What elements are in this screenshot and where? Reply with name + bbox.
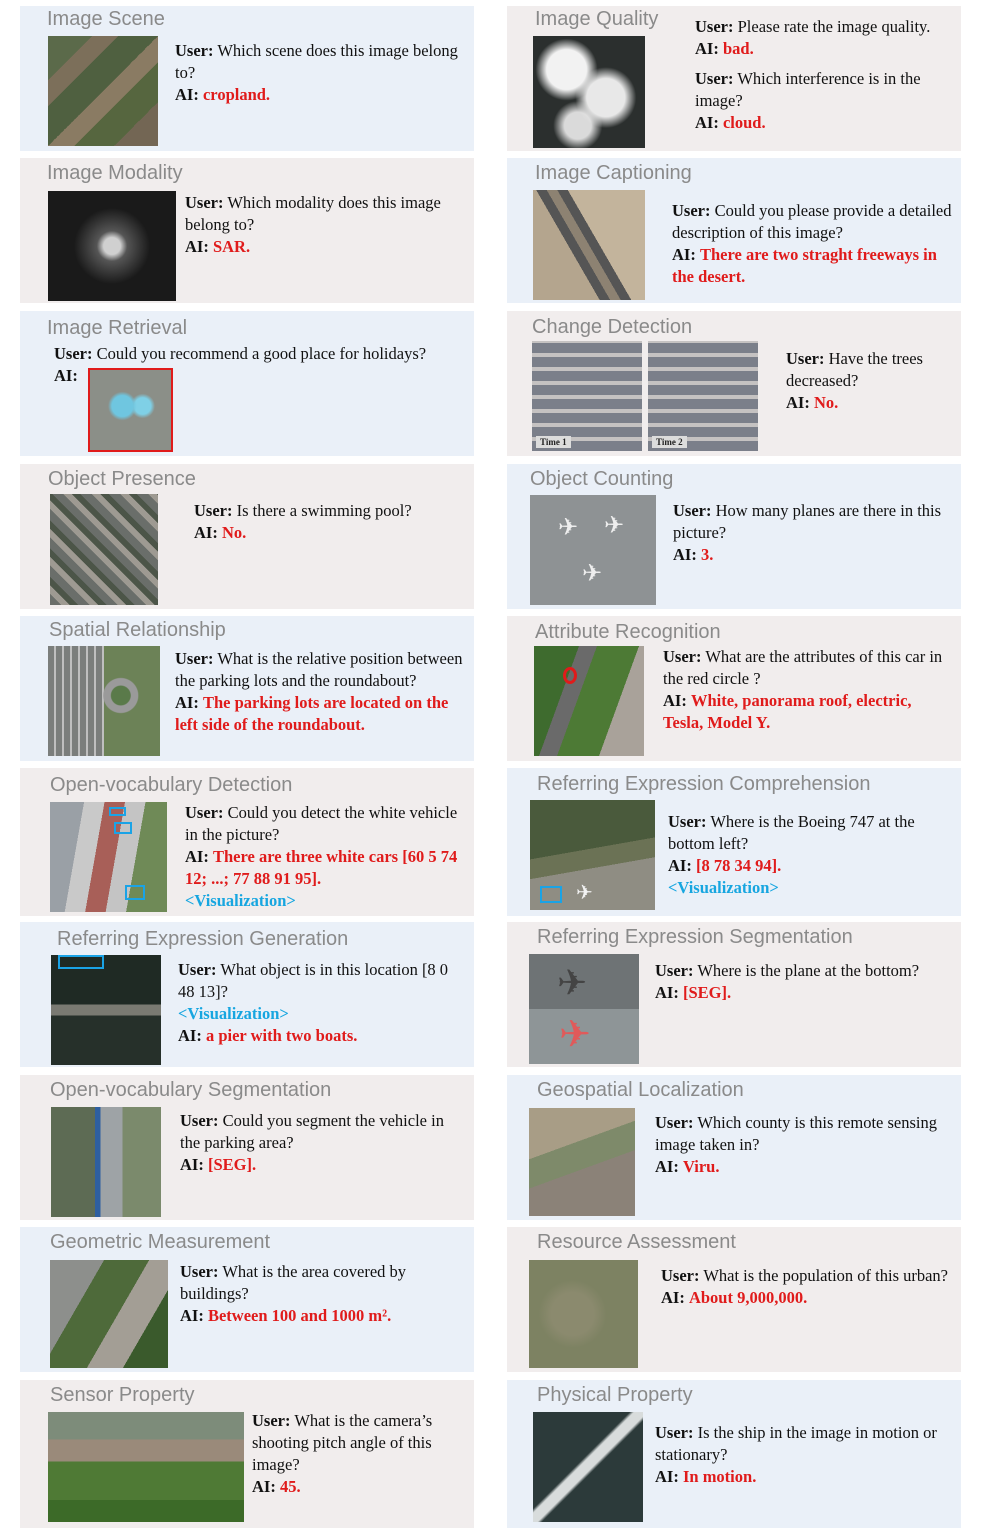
question-text: What is the relative position between the parking lots and the roundabout?	[175, 649, 463, 690]
answer-text: [SEG].	[207, 1155, 257, 1174]
qa-block	[672, 200, 954, 288]
detection-box	[125, 885, 145, 900]
user-label: User:	[180, 1262, 219, 1281]
ai-label: AI:	[695, 113, 719, 132]
residential-image	[50, 494, 158, 605]
answer-text: There are two straght freeways in the desert.	[672, 245, 937, 286]
freeway-image	[533, 190, 645, 300]
ai-label: AI:	[185, 237, 209, 256]
answer-text: There are three white cars [60 5 74 12; ...; 77 88 91 95].	[185, 847, 458, 888]
ai-label: AI:	[668, 856, 692, 875]
qa-block	[786, 348, 956, 414]
time-2-label: Time 2	[652, 436, 687, 448]
change-image-time1	[532, 341, 642, 451]
ai-label: AI:	[194, 523, 218, 542]
panel-title: Object Presence	[48, 468, 196, 490]
town-image	[529, 1108, 635, 1216]
panel-title: Image Scene	[47, 8, 165, 30]
oblique-campus-image	[48, 1412, 244, 1522]
qa-block	[695, 16, 961, 134]
ai-label: AI:	[180, 1155, 204, 1174]
panel-image-scene	[20, 6, 474, 151]
panel-geospatial-localization	[507, 1075, 961, 1220]
question-text: Have the trees decreased?	[786, 349, 923, 390]
answer-text: White, panorama roof, electric, Tesla, Model Y.	[663, 691, 912, 732]
plane-icon: ✈	[576, 882, 593, 904]
answer-text: No.	[221, 523, 247, 542]
panel-image-quality	[507, 6, 961, 151]
ai-label: AI:	[672, 245, 696, 264]
panel-title: Geospatial Localization	[537, 1079, 744, 1101]
question-text: Which county is this remote sensing image taken in?	[655, 1113, 937, 1154]
qa-block	[194, 500, 464, 544]
ai-label: AI:	[695, 39, 719, 58]
panel-geometric-measurement	[20, 1227, 474, 1372]
panel-image-retrieval	[20, 311, 474, 456]
ai-label: AI:	[175, 85, 199, 104]
qa-block	[655, 960, 955, 1004]
panel-object-presence	[20, 464, 474, 609]
answer-text: [8 78 34 94].	[695, 856, 782, 875]
panel-open-vocabulary-segmentation	[20, 1075, 474, 1220]
panel-open-vocabulary-detection	[20, 768, 474, 916]
question-text: Which scene does this image belong to?	[175, 41, 458, 82]
panel-title: Spatial Relationship	[49, 619, 226, 641]
qa-block	[180, 1261, 468, 1327]
question-text: Could you please provide a detailed description of this image?	[672, 201, 952, 242]
panel-title: Sensor Property	[50, 1384, 195, 1406]
question-text: Could you segment the vehicle in the parking area?	[180, 1111, 444, 1152]
panel-image-captioning	[507, 158, 961, 303]
retrieved-pool-image	[88, 368, 173, 452]
user-label: User:	[252, 1411, 291, 1430]
panel-object-counting	[507, 464, 961, 609]
question-text: Could you recommend a good place for holidays?	[96, 344, 427, 363]
user-label: User:	[655, 961, 694, 980]
user-label: User:	[672, 201, 711, 220]
user-label: User:	[695, 17, 734, 36]
answer-text: bad.	[722, 39, 754, 58]
apron-image	[529, 954, 639, 1064]
plane-icon: ✈	[582, 561, 603, 587]
question-text: Where is the plane at the bottom?	[697, 961, 920, 980]
user-label: User:	[661, 1266, 700, 1285]
user-label: User:	[178, 960, 217, 979]
ai-label: AI:	[661, 1288, 685, 1307]
answer-text: 3.	[700, 545, 714, 564]
panel-referring-expression-segmentation	[507, 922, 961, 1067]
panel-title: Attribute Recognition	[535, 621, 721, 643]
segmented-plane-icon: ✈	[559, 1014, 591, 1056]
street-trees-image	[534, 646, 644, 756]
answer-text-2: cloud.	[722, 113, 766, 132]
ai-label: AI:	[673, 545, 697, 564]
panel-title: Open-vocabulary Detection	[50, 774, 293, 796]
time-1-label: Time 1	[536, 436, 571, 448]
user-label: User:	[54, 344, 93, 363]
question-text: Which modality does this image belong to?	[185, 193, 441, 234]
question-text: What is the area covered by buildings?	[180, 1262, 407, 1303]
panel-physical-property	[507, 1380, 961, 1528]
user-label: User:	[786, 349, 825, 368]
user-label: User:	[175, 649, 214, 668]
ai-label: AI:	[178, 1026, 202, 1045]
campus-parking-image	[51, 1107, 161, 1217]
ai-label: AI:	[786, 393, 810, 412]
user-label: User:	[673, 501, 712, 520]
panel-title: Image Quality	[535, 8, 659, 30]
qa-block	[655, 1422, 955, 1488]
user-label: User:	[194, 501, 233, 520]
user-label: User:	[668, 812, 707, 831]
user-label: User:	[663, 647, 702, 666]
qa-block	[252, 1410, 472, 1498]
answer-text: 45.	[279, 1477, 301, 1496]
qa-block	[180, 1110, 468, 1176]
ai-label: AI:	[54, 366, 78, 385]
qa-block	[185, 192, 470, 258]
question-text: What is the population of this urban?	[703, 1266, 949, 1285]
user-label: User:	[185, 803, 224, 822]
ai-label: AI:	[663, 691, 687, 710]
parking-image	[50, 802, 167, 912]
detection-box	[58, 955, 104, 969]
detection-box	[109, 807, 126, 816]
qa-block	[661, 1265, 955, 1309]
visualization-link[interactable]: <Visualization>	[178, 1004, 289, 1023]
roundabout-image	[48, 646, 160, 756]
panel-title: Image Modality	[47, 162, 183, 184]
panel-title: Resource Assessment	[537, 1231, 736, 1253]
panel-title: Open-vocabulary Segmentation	[50, 1079, 332, 1101]
user-label: User:	[695, 69, 734, 88]
panel-title: Geometric Measurement	[50, 1231, 271, 1253]
answer-text: [SEG].	[682, 983, 732, 1002]
panel-title: Referring Expression Generation	[57, 928, 349, 950]
airport-image	[530, 800, 655, 910]
detection-box	[114, 822, 132, 834]
question-text: Could you detect the white vehicle in the picture?	[185, 803, 458, 844]
qa-block	[673, 500, 955, 566]
panel-referring-expression-generation	[20, 922, 474, 1067]
answer-text: The parking lots are located on the left side of the roundabout.	[175, 693, 449, 734]
ai-label: AI:	[655, 1157, 679, 1176]
answer-text: a pier with two boats.	[205, 1026, 358, 1045]
visualization-link[interactable]: <Visualization>	[185, 891, 296, 910]
ai-label: AI:	[252, 1477, 276, 1496]
panel-title: Physical Property	[537, 1384, 693, 1406]
user-label: User:	[175, 41, 214, 60]
answer-text: Between 100 and 1000 m².	[207, 1306, 392, 1325]
ship-image	[533, 1412, 643, 1522]
panel-title: Change Detection	[532, 316, 693, 338]
question-text: Where is the Boeing 747 at the bottom left?	[668, 812, 915, 853]
change-image-time2	[648, 341, 758, 451]
panel-sensor-property	[20, 1380, 474, 1528]
ai-label: AI:	[655, 1467, 679, 1486]
river-bridge-image	[51, 955, 161, 1065]
ai-label: AI:	[185, 847, 209, 866]
user-label: User:	[655, 1423, 694, 1442]
user-label: User:	[180, 1111, 219, 1130]
panel-title: Referring Expression Comprehension	[537, 773, 871, 795]
answer-text: In motion.	[682, 1467, 757, 1486]
panel-resource-assessment	[507, 1227, 961, 1372]
question-text: Is there a swimming pool?	[236, 501, 412, 520]
qa-block	[668, 811, 956, 899]
question-text-2: Which interference is in the image?	[695, 69, 921, 110]
cloudy-image	[533, 36, 645, 148]
plane-icon: ✈	[557, 963, 588, 1003]
buildings-image	[50, 1260, 168, 1368]
answer-text: cropland.	[202, 85, 271, 104]
plane-icon: ✈	[604, 513, 625, 539]
panel-title: Image Captioning	[535, 162, 692, 184]
airfield-image	[530, 495, 656, 605]
panel-title: Referring Expression Segmentation	[537, 926, 853, 948]
red-circle-marker	[563, 667, 577, 684]
question-text: Please rate the image quality.	[737, 17, 931, 36]
panel-title: Object Counting	[530, 468, 674, 490]
panel-referring-expression-comprehension	[507, 768, 961, 916]
detection-box	[540, 886, 562, 903]
ai-label: AI:	[180, 1306, 204, 1325]
qa-block	[175, 648, 465, 736]
answer-text: No.	[813, 393, 839, 412]
sar-image	[48, 191, 176, 301]
urban-image	[529, 1260, 638, 1368]
question-text: What are the attributes of this car in the red circle ?	[663, 647, 943, 688]
panel-attribute-recognition	[507, 616, 961, 761]
question-text: What is the camera’s shooting pitch angle of this image?	[252, 1411, 433, 1474]
question-text: Is the ship in the image in motion or stationary?	[655, 1423, 937, 1464]
user-label: User:	[655, 1113, 694, 1132]
panel-title: Image Retrieval	[47, 317, 188, 339]
visualization-link[interactable]: <Visualization>	[668, 878, 779, 897]
answer-text: Viru.	[682, 1157, 720, 1176]
ai-label: AI:	[175, 693, 199, 712]
qa-block	[663, 646, 955, 734]
panel-change-detection	[507, 311, 961, 456]
qa-block	[175, 40, 465, 106]
qa-block	[178, 959, 468, 1047]
cropland-image	[48, 36, 158, 146]
user-label: User:	[185, 193, 224, 212]
qa-block	[185, 802, 471, 912]
panel-image-modality	[20, 158, 474, 303]
qa-block	[655, 1112, 955, 1178]
ai-label: AI:	[655, 983, 679, 1002]
answer-text: About 9,000,000.	[688, 1288, 808, 1307]
panel-spatial-relationship	[20, 616, 474, 761]
plane-icon: ✈	[558, 515, 579, 541]
answer-text: SAR.	[212, 237, 251, 256]
question-text: What object is in this location [8 0 48 13]?	[178, 960, 449, 1001]
question-text: How many planes are there in this picture?	[673, 501, 942, 542]
